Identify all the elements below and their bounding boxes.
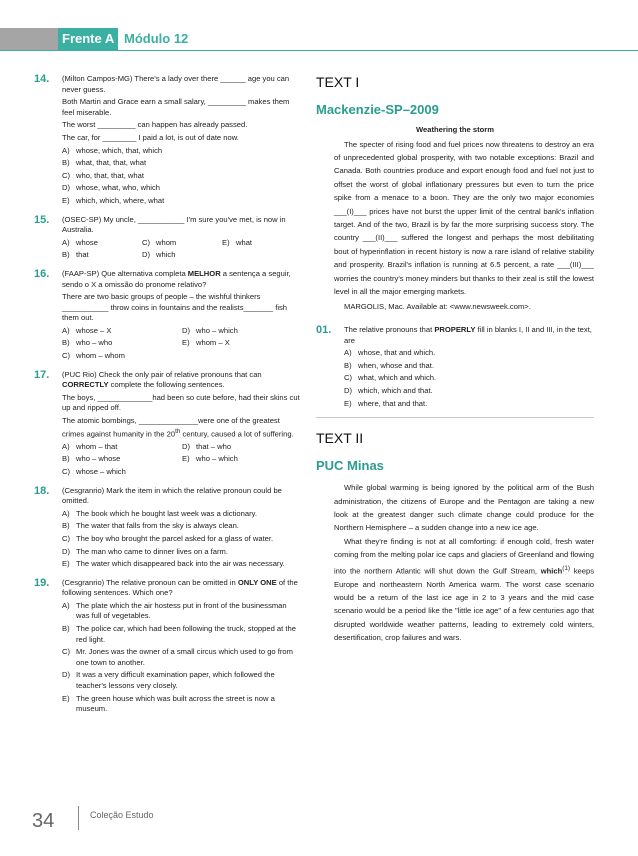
options-grid xyxy=(62,442,302,478)
question-intro: (FAAP-SP) Que alternativa completa MELHOR a sentença a seguir, sendo o X a omissão do pronome relativo? xyxy=(62,268,291,289)
option-e: E) what xyxy=(222,237,253,247)
question-body xyxy=(62,74,302,209)
option-e: E) which, which, where, what xyxy=(62,195,165,205)
option-a: A) whose – X xyxy=(62,325,112,335)
question-intro: (PUC Rio) Check the only pair of relative pronouns that can CORRECTLY complete the following sentences. xyxy=(62,369,262,390)
text-2-heading: TEXT II xyxy=(316,430,364,447)
question-19 xyxy=(34,578,302,717)
header-rule xyxy=(0,50,638,51)
page-header xyxy=(0,28,638,50)
collection-name: Coleção Estudo xyxy=(90,810,154,820)
question-intro: The relative pronouns that PROPERLY fill in blanks I, II and III, in the text, are xyxy=(344,325,592,345)
question-line: The worst _________ can happen has already passed. xyxy=(62,120,248,130)
article-paragraph: The specter of rising food and fuel prices now threatens to destroy an era of unprecedented global prosperity, with two notable exceptions: Brazil and Canada. Both countries produce and export enough food and fuel not just to offset the worst of global inflationary pressures but even to turn the price spike from a menace to a boon. They are the only two major economies ___(I)___ prices have not burst the upper limit of the central bank's inflation target. And of the two, Brazil is by far the more surprising success story. The country ___(II)___ suffered the longest and perhaps the most debilitating bout of hyperinflation in recent history is now a rare island of relative stability and prosperity. Brazil's inflation is running at 6.5 percent, a rate ___(III)___ worries the country's money minders but thanks to their zeal is still the lowest level in all the major emerging markets. xyxy=(334,139,594,297)
question-intro: (Cesgranrio) The relative pronoun can be omitted in ONLY ONE of the following sentences. Which one? xyxy=(62,577,298,598)
question-01 xyxy=(316,325,594,411)
question-15 xyxy=(34,215,302,263)
text-2-source-name: PUC Minas xyxy=(316,458,384,474)
question-body xyxy=(344,325,594,411)
option-b: B) what, that, that, what xyxy=(62,158,147,168)
article-title: Weathering the storm xyxy=(416,125,494,134)
option-c: C) what, which and which. xyxy=(344,373,437,383)
option-b: B) who – whose xyxy=(62,454,121,464)
option-c: C) The boy who brought the parcel asked for a glass of water. xyxy=(62,533,274,543)
question-line: The car, for ________ I paid a lot, is out of date now. xyxy=(62,132,239,142)
option-b: B) The police car, which had been following the truck, stopped at the red light. xyxy=(62,624,296,644)
text-1-heading: TEXT I xyxy=(316,74,360,90)
option-d: D) whose, what, who, which xyxy=(62,183,160,193)
question-14 xyxy=(34,74,302,209)
option-c: C) whose – which xyxy=(62,466,126,476)
question-number: 15. xyxy=(34,213,50,226)
question-line: The boys, _____________had been so cute before, had their skins cut up and ripped off. xyxy=(62,392,300,413)
option-e: E) The water which disappeared back into the air was necessary. xyxy=(62,559,285,569)
option-a: A) whose, that and which. xyxy=(344,348,436,358)
question-number: 16. xyxy=(34,267,50,280)
option-c: C) Mr. Jones was the owner of a small circus which used to go from one town to another. xyxy=(62,647,293,667)
option-a: A) The book which he bought last week was a dictionary. xyxy=(62,508,257,518)
text-1-source-name: Mackenzie-SP–2009 xyxy=(316,102,439,117)
question-body xyxy=(62,269,302,364)
option-a: A) The plate which the air hostess put in front of the businessman was full of vegetables. xyxy=(62,600,287,621)
question-body xyxy=(62,370,302,480)
option-c: C) whom – whom xyxy=(62,351,125,361)
section-divider xyxy=(316,417,594,418)
header-gray-bar xyxy=(0,28,58,50)
option-e: E) who – which xyxy=(182,454,238,464)
question-number: 17. xyxy=(34,368,50,381)
option-a: A) whom – that xyxy=(62,441,118,451)
option-d: D) which xyxy=(142,250,176,260)
option-e: E) whom – X xyxy=(182,338,230,348)
option-d: D) The man who came to dinner lives on a farm. xyxy=(62,546,228,556)
right-column xyxy=(316,74,594,645)
option-d: D) which, which and that. xyxy=(344,386,433,396)
question-17 xyxy=(34,370,302,480)
option-d: D) who – which xyxy=(182,325,238,335)
header-modulo-label: Módulo 12 xyxy=(124,31,189,46)
page-number: 34 xyxy=(32,810,55,832)
option-e: E) where, that and that. xyxy=(344,398,428,408)
options-grid xyxy=(62,238,302,261)
option-c: C) who, that, that, what xyxy=(62,170,144,180)
option-d: D) It was a very difficult examination paper, which followed the teacher's lessons very closely. xyxy=(62,670,275,691)
question-body xyxy=(62,486,302,572)
question-line: There are two basic groups of people – the wishful thinkers ___________ throw coins in fountains and the realists_______ fish them out. xyxy=(62,292,288,323)
option-b: B) The water that falls from the sky is always clean. xyxy=(62,521,239,531)
question-16 xyxy=(34,269,302,364)
header-frente-label: Frente A xyxy=(58,28,118,50)
option-b: B) who – who xyxy=(62,338,113,348)
left-column xyxy=(34,74,302,723)
options-grid xyxy=(62,326,302,362)
option-c: C) whom xyxy=(142,237,177,247)
page-footer xyxy=(0,800,638,840)
article-paragraph: While global warming is being ignored by the political arm of the Bush administration, the citizens of Europe and the Pentagon are taking a new look at the greatest danger such climate change could produce for the Northern Hemisphere – a sudden change into a new ice age. xyxy=(334,483,594,533)
option-b: B) when, whose and that. xyxy=(344,360,434,370)
article-2-text xyxy=(316,481,594,644)
footer-divider xyxy=(78,806,79,830)
question-intro: (Cesgranrio) Mark the item in which the relative pronoun could be omitted. xyxy=(62,485,282,506)
option-a: A) whose, which, that, which xyxy=(62,145,163,155)
article-text xyxy=(316,138,594,299)
question-line: (OSEC-SP) My uncle, ___________ I'm sure you've met, is now in Australia. xyxy=(62,214,286,235)
option-d: D) that – who xyxy=(182,441,232,451)
option-e: E) The green house which was built across the street is now a museum. xyxy=(62,693,275,714)
question-body xyxy=(62,215,302,263)
question-line: The atomic bombings, ______________were one of the greatest crimes against humanity in the 20th century, caused a lot of suffering. xyxy=(62,416,294,439)
question-number: 19. xyxy=(34,576,50,589)
question-line: (Milton Campos-MG) There's a lady over there ______ age you can never guess. xyxy=(62,74,290,94)
question-line: Both Martin and Grace earn a small salary, _________ makes them feel miserable. xyxy=(62,97,290,117)
option-b: B) that xyxy=(62,250,89,260)
option-a: A) whose xyxy=(62,237,98,247)
article-source: MARGOLIS, Mac. Available at: <www.newsweek.com>. xyxy=(344,302,531,312)
question-number: 18. xyxy=(34,484,50,497)
question-18 xyxy=(34,486,302,572)
question-number: 01. xyxy=(316,324,332,337)
article-paragraph: What they're finding is not at all comforting: if enough cold, fresh water coming from the melting polar ice caps and glaciers of Greenland and flowing into the northern Atlantic will shut down the Gulf Stream, which$^{(1)}$ keeps Europe and northeastern North America warm. The worst case scenario would be a return of the last ice age in 2 to 3 years and the mid case scenario would be a period like the "little ice age" of a few centuries ago that disrupted worldwide weather patterns, leading to extremely cold winters, desertification, crop failures and wars. xyxy=(334,536,595,643)
question-body xyxy=(62,578,302,717)
question-number: 14. xyxy=(34,73,50,85)
